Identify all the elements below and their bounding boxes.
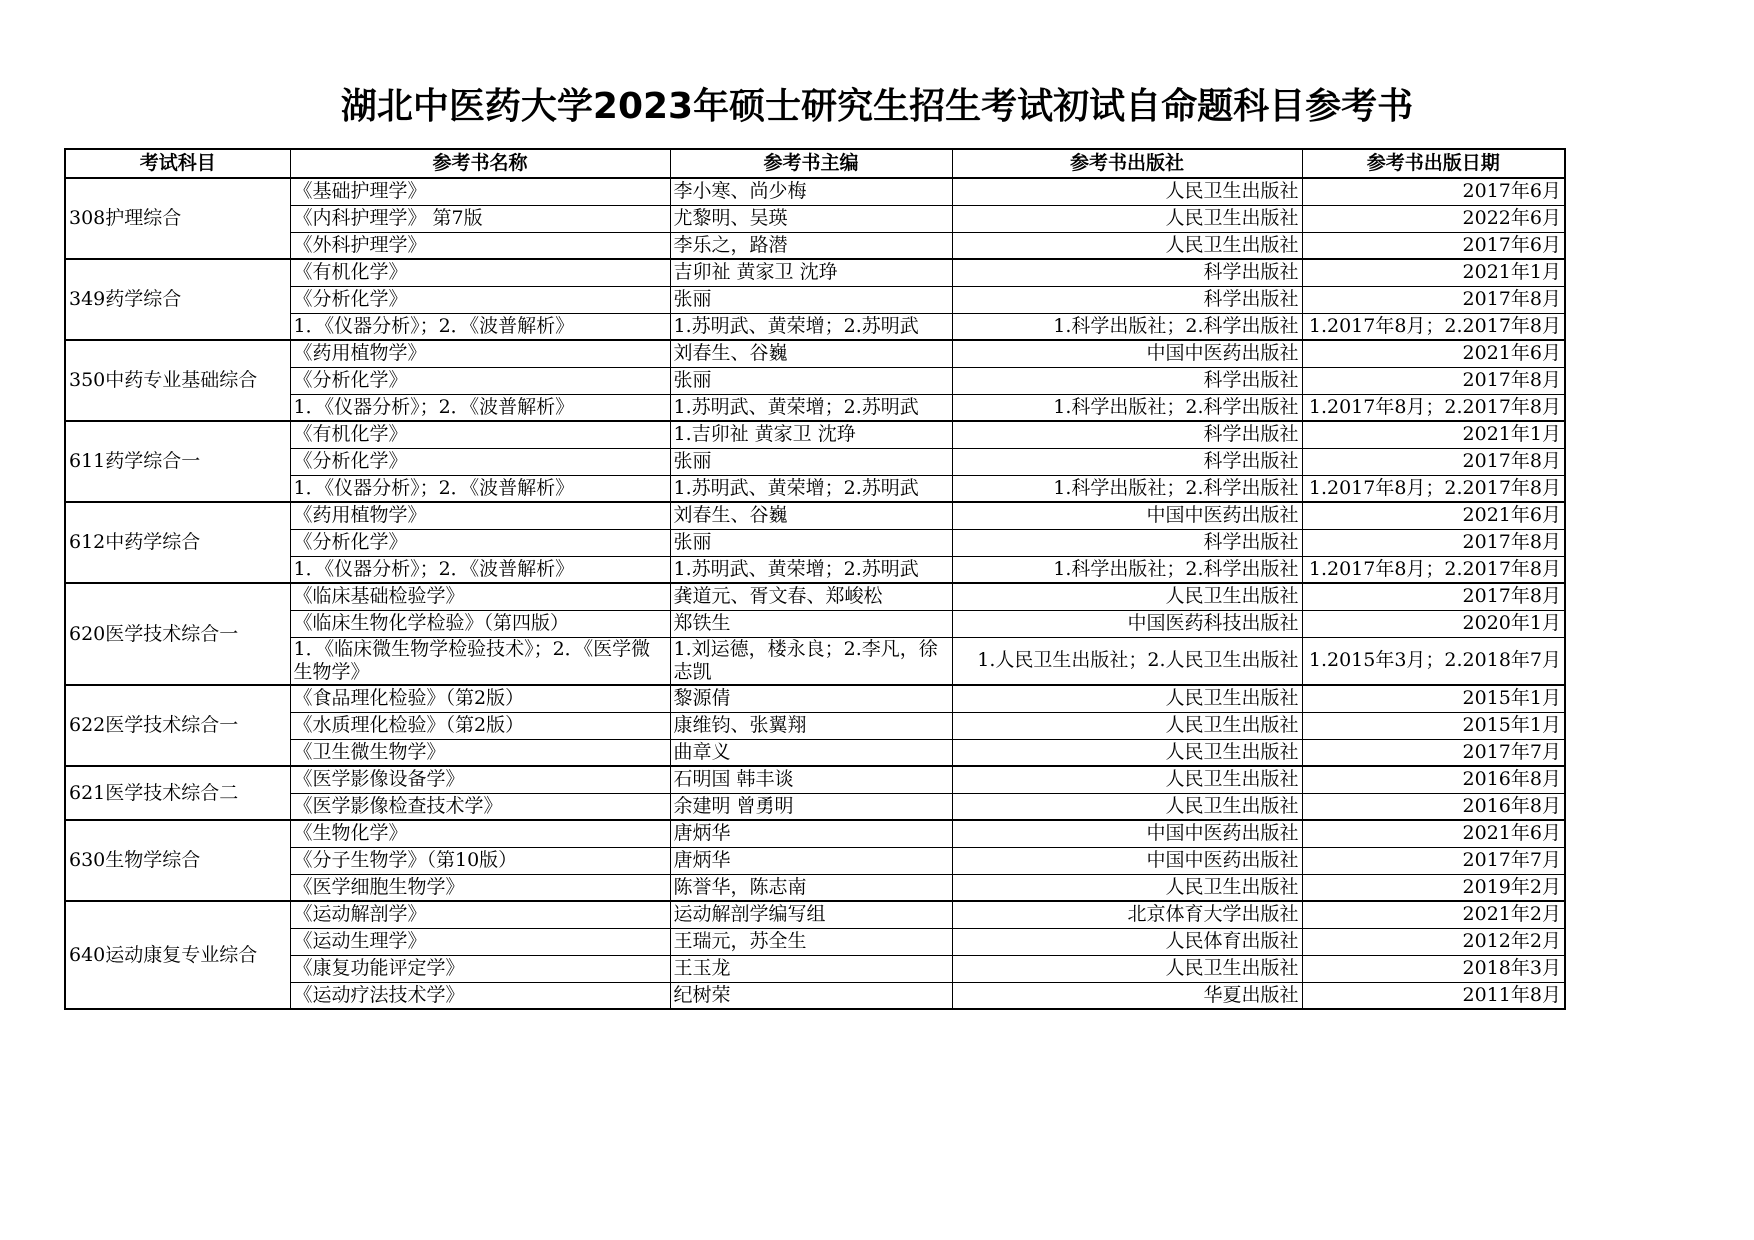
subject-cell: 621医学技术综合二 — [65, 766, 290, 820]
editor-cell: 纪树荣 — [670, 982, 952, 1009]
book-name-cell: 《药用植物学》 — [290, 340, 670, 367]
subject-cell: 308护理综合 — [65, 178, 290, 259]
editor-cell: 刘春生、谷巍 — [670, 502, 952, 529]
publisher-cell: 人民卫生出版社 — [952, 739, 1302, 766]
publish-date-cell: 2017年8月 — [1302, 448, 1565, 475]
publisher-cell: 1.人民卫生出版社；2.人民卫生出版社 — [952, 637, 1302, 685]
editor-cell: 1.苏明武、黄荣增；2.苏明武 — [670, 475, 952, 502]
book-name-cell: 《外科护理学》 — [290, 232, 670, 259]
subject-cell: 349药学综合 — [65, 259, 290, 340]
editor-cell: 1.苏明武、黄荣增；2.苏明武 — [670, 394, 952, 421]
editor-cell: 郑铁生 — [670, 610, 952, 637]
publisher-cell: 人民卫生出版社 — [952, 178, 1302, 205]
publish-date-cell: 2017年7月 — [1302, 739, 1565, 766]
publisher-cell: 1.科学出版社；2.科学出版社 — [952, 475, 1302, 502]
table-row — [65, 394, 1565, 421]
publisher-cell: 人民卫生出版社 — [952, 583, 1302, 610]
editor-cell: 龚道元、胥文春、郑峻松 — [670, 583, 952, 610]
table-row — [65, 793, 1565, 820]
publisher-cell: 中国医药科技出版社 — [952, 610, 1302, 637]
editor-cell: 余建明 曾勇明 — [670, 793, 952, 820]
book-name-cell: 《分子生物学》（第10版） — [290, 847, 670, 874]
table-header — [65, 149, 1565, 178]
publisher-cell: 科学出版社 — [952, 529, 1302, 556]
subject-cell: 350中药专业基础综合 — [65, 340, 290, 421]
book-name-cell: 《有机化学》 — [290, 259, 670, 286]
publish-date-cell: 2017年8月 — [1302, 367, 1565, 394]
publisher-cell: 中国中医药出版社 — [952, 340, 1302, 367]
column-header-subject: 考试科目 — [65, 149, 290, 178]
page-title: 湖北中医药大学2023年硕士研究生招生考试初试自命题科目参考书 — [340, 86, 1414, 127]
column-header-editor: 参考书主编 — [670, 149, 952, 178]
table-row — [65, 205, 1565, 232]
book-name-cell: 《运动生理学》 — [290, 928, 670, 955]
book-name-cell: 《分析化学》 — [290, 286, 670, 313]
publisher-cell: 人民卫生出版社 — [952, 793, 1302, 820]
table-row — [65, 178, 1565, 205]
publisher-cell: 科学出版社 — [952, 367, 1302, 394]
publish-date-cell: 2012年2月 — [1302, 928, 1565, 955]
editor-cell: 张丽 — [670, 286, 952, 313]
book-name-cell: 《药用植物学》 — [290, 502, 670, 529]
publisher-cell: 中国中医药出版社 — [952, 847, 1302, 874]
table-row — [65, 637, 1565, 685]
table-row — [65, 847, 1565, 874]
editor-cell: 唐炳华 — [670, 820, 952, 847]
table-row — [65, 766, 1565, 793]
publisher-cell: 人民卫生出版社 — [952, 955, 1302, 982]
book-name-cell: 《康复功能评定学》 — [290, 955, 670, 982]
publisher-cell: 科学出版社 — [952, 421, 1302, 448]
book-name-cell: 《水质理化检验》（第2版） — [290, 712, 670, 739]
publish-date-cell: 2021年6月 — [1302, 340, 1565, 367]
publish-date-cell: 2021年1月 — [1302, 421, 1565, 448]
publish-date-cell: 2021年6月 — [1302, 502, 1565, 529]
editor-cell: 1.刘运德，楼永良；2.李凡，徐志凯 — [670, 637, 952, 685]
book-name-cell: 《食品理化检验》（第2版） — [290, 685, 670, 712]
table-row — [65, 610, 1565, 637]
publish-date-cell: 1.2017年8月；2.2017年8月 — [1302, 556, 1565, 583]
publisher-cell: 1.科学出版社；2.科学出版社 — [952, 394, 1302, 421]
book-name-cell: 《分析化学》 — [290, 367, 670, 394]
book-name-cell: 《分析化学》 — [290, 529, 670, 556]
publish-date-cell: 2016年8月 — [1302, 766, 1565, 793]
publisher-cell: 华夏出版社 — [952, 982, 1302, 1009]
table-row — [65, 313, 1565, 340]
book-name-cell: 《卫生微生物学》 — [290, 739, 670, 766]
editor-cell: 张丽 — [670, 529, 952, 556]
reference-books-table — [64, 148, 1566, 1010]
table-row — [65, 685, 1565, 712]
editor-cell: 吉卯祉 黄家卫 沈琤 — [670, 259, 952, 286]
editor-cell: 张丽 — [670, 448, 952, 475]
subject-cell: 622医学技术综合一 — [65, 685, 290, 766]
editor-cell: 黎源倩 — [670, 685, 952, 712]
editor-cell: 王玉龙 — [670, 955, 952, 982]
book-name-cell: 《运动疗法技术学》 — [290, 982, 670, 1009]
book-name-cell: 《运动解剖学》 — [290, 901, 670, 928]
publisher-cell: 人民卫生出版社 — [952, 766, 1302, 793]
table-row — [65, 739, 1565, 766]
publish-date-cell: 2017年6月 — [1302, 232, 1565, 259]
table-row — [65, 421, 1565, 448]
table-row — [65, 901, 1565, 928]
publish-date-cell: 2019年2月 — [1302, 874, 1565, 901]
editor-cell: 李小寒、尚少梅 — [670, 178, 952, 205]
publish-date-cell: 2021年6月 — [1302, 820, 1565, 847]
publish-date-cell: 2015年1月 — [1302, 685, 1565, 712]
book-name-cell: 《分析化学》 — [290, 448, 670, 475]
publish-date-cell: 2017年8月 — [1302, 583, 1565, 610]
subject-cell: 611药学综合一 — [65, 421, 290, 502]
book-name-cell: 《临床生物化学检验》（第四版） — [290, 610, 670, 637]
editor-cell: 康维钧、张翼翔 — [670, 712, 952, 739]
editor-cell: 1.苏明武、黄荣增；2.苏明武 — [670, 313, 952, 340]
table-row — [65, 286, 1565, 313]
editor-cell: 陈誉华，陈志南 — [670, 874, 952, 901]
publish-date-cell: 2021年2月 — [1302, 901, 1565, 928]
table-row — [65, 928, 1565, 955]
editor-cell: 1.苏明武、黄荣增；2.苏明武 — [670, 556, 952, 583]
column-header-book-name: 参考书名称 — [290, 149, 670, 178]
book-name-cell: 《医学细胞生物学》 — [290, 874, 670, 901]
publish-date-cell: 2017年6月 — [1302, 178, 1565, 205]
book-name-cell: 1．《临床微生物学检验技术》；2．《医学微生物学》 — [290, 637, 670, 685]
table-row — [65, 982, 1565, 1009]
table-row — [65, 583, 1565, 610]
subject-cell: 630生物学综合 — [65, 820, 290, 901]
editor-cell: 张丽 — [670, 367, 952, 394]
publisher-cell: 人民卫生出版社 — [952, 874, 1302, 901]
table-row — [65, 475, 1565, 502]
book-name-cell: 1．《仪器分析》；2．《波普解析》 — [290, 475, 670, 502]
book-name-cell: 1．《仪器分析》；2．《波普解析》 — [290, 313, 670, 340]
publisher-cell: 科学出版社 — [952, 286, 1302, 313]
publisher-cell: 中国中医药出版社 — [952, 502, 1302, 529]
publisher-cell: 人民卫生出版社 — [952, 712, 1302, 739]
table-row — [65, 955, 1565, 982]
table-row — [65, 874, 1565, 901]
column-header-publish-date: 参考书出版日期 — [1302, 149, 1565, 178]
table-row — [65, 712, 1565, 739]
column-header-publisher: 参考书出版社 — [952, 149, 1302, 178]
table-row — [65, 232, 1565, 259]
subject-cell: 612中药学综合 — [65, 502, 290, 583]
publisher-cell: 中国中医药出版社 — [952, 820, 1302, 847]
publisher-cell: 1.科学出版社；2.科学出版社 — [952, 556, 1302, 583]
book-name-cell: 1．《仪器分析》；2．《波普解析》 — [290, 394, 670, 421]
editor-cell: 1.吉卯祉 黄家卫 沈琤 — [670, 421, 952, 448]
book-name-cell: 《医学影像设备学》 — [290, 766, 670, 793]
table-row — [65, 820, 1565, 847]
book-name-cell: 《基础护理学》 — [290, 178, 670, 205]
editor-cell: 李乐之，路潜 — [670, 232, 952, 259]
publish-date-cell: 1.2017年8月；2.2017年8月 — [1302, 313, 1565, 340]
book-name-cell: 《临床基础检验学》 — [290, 583, 670, 610]
header-row — [65, 149, 1565, 178]
book-name-cell: 1．《仪器分析》；2．《波普解析》 — [290, 556, 670, 583]
editor-cell: 唐炳华 — [670, 847, 952, 874]
editor-cell: 石明国 韩丰谈 — [670, 766, 952, 793]
book-name-cell: 《有机化学》 — [290, 421, 670, 448]
publisher-cell: 人民卫生出版社 — [952, 205, 1302, 232]
book-name-cell: 《医学影像检查技术学》 — [290, 793, 670, 820]
publisher-cell: 科学出版社 — [952, 448, 1302, 475]
book-name-cell: 《生物化学》 — [290, 820, 670, 847]
publish-date-cell: 1.2015年3月；2.2018年7月 — [1302, 637, 1565, 685]
publish-date-cell: 2017年8月 — [1302, 529, 1565, 556]
table-row — [65, 259, 1565, 286]
table-row — [65, 529, 1565, 556]
publisher-cell: 人民体育出版社 — [952, 928, 1302, 955]
subject-cell: 640运动康复专业综合 — [65, 901, 290, 1009]
publish-date-cell: 2021年1月 — [1302, 259, 1565, 286]
publisher-cell: 北京体育大学出版社 — [952, 901, 1302, 928]
book-name-cell: 《内科护理学》 第7版 — [290, 205, 670, 232]
editor-cell: 运动解剖学编写组 — [670, 901, 952, 928]
publish-date-cell: 2016年8月 — [1302, 793, 1565, 820]
subject-cell: 620医学技术综合一 — [65, 583, 290, 685]
publisher-cell: 人民卫生出版社 — [952, 685, 1302, 712]
publish-date-cell: 2020年1月 — [1302, 610, 1565, 637]
publisher-cell: 人民卫生出版社 — [952, 232, 1302, 259]
publish-date-cell: 2017年7月 — [1302, 847, 1565, 874]
editor-cell: 刘春生、谷巍 — [670, 340, 952, 367]
publisher-cell: 科学出版社 — [952, 259, 1302, 286]
editor-cell: 尤黎明、吴瑛 — [670, 205, 952, 232]
table-row — [65, 448, 1565, 475]
table-row — [65, 502, 1565, 529]
publish-date-cell: 2015年1月 — [1302, 712, 1565, 739]
publish-date-cell: 2017年8月 — [1302, 286, 1565, 313]
editor-cell: 王瑞元，苏全生 — [670, 928, 952, 955]
table-row — [65, 367, 1565, 394]
table-body — [65, 178, 1565, 1009]
publish-date-cell: 2018年3月 — [1302, 955, 1565, 982]
publisher-cell: 1.科学出版社；2.科学出版社 — [952, 313, 1302, 340]
table-row — [65, 340, 1565, 367]
editor-cell: 曲章义 — [670, 739, 952, 766]
publish-date-cell: 1.2017年8月；2.2017年8月 — [1302, 475, 1565, 502]
table-row — [65, 556, 1565, 583]
publish-date-cell: 2011年8月 — [1302, 982, 1565, 1009]
publish-date-cell: 1.2017年8月；2.2017年8月 — [1302, 394, 1565, 421]
publish-date-cell: 2022年6月 — [1302, 205, 1565, 232]
